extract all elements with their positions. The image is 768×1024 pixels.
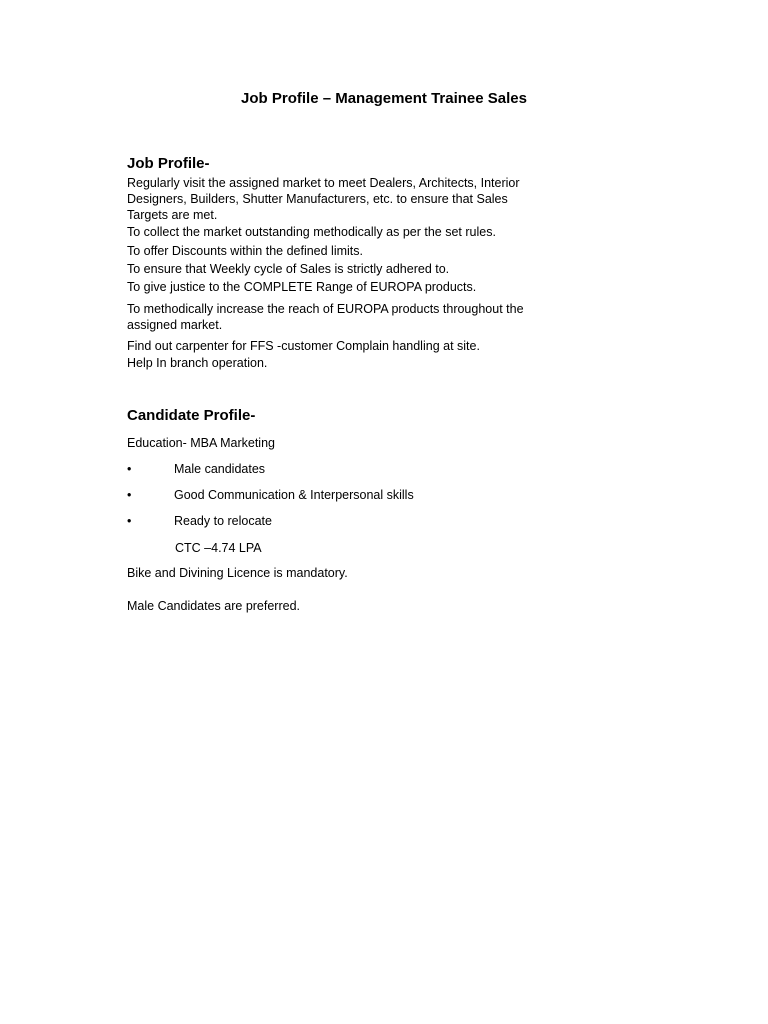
job-profile-line: Help In branch operation. [127, 356, 268, 370]
job-profile-line: Regularly visit the assigned market to meet Dealers, Architects, Interior [127, 176, 520, 190]
job-profile-line: To collect the market outstanding methodically as per the set rules. [127, 225, 496, 239]
list-item-text: Male candidates [174, 462, 266, 476]
bullet-icon: • [127, 488, 132, 502]
list-item-text: Ready to relocate [174, 514, 272, 528]
preference-line: Male Candidates are preferred. [127, 599, 301, 613]
candidate-profile-heading: Candidate Profile- [127, 407, 256, 424]
job-profile-line: To methodically increase the reach of EUROPA products throughout the [127, 302, 524, 316]
job-profile-line: Targets are met. [127, 208, 218, 222]
bullet-icon: • [127, 514, 132, 528]
education-line: Education- MBA Marketing [127, 436, 275, 450]
document-title: Job Profile – Management Trainee Sales [241, 90, 527, 107]
licence-line: Bike and Divining Licence is mandatory. [127, 566, 348, 580]
list-item-text: Good Communication & Interpersonal skills [174, 488, 414, 502]
job-profile-line: To offer Discounts within the defined limits. [127, 244, 363, 258]
job-profile-line: To ensure that Weekly cycle of Sales is strictly adhered to. [127, 262, 450, 276]
job-profile-line: To give justice to the COMPLETE Range of EUROPA products. [127, 280, 477, 294]
ctc-line: CTC –4.74 LPA [175, 541, 262, 555]
job-profile-line: assigned market. [127, 318, 223, 332]
job-profile-line: Designers, Builders, Shutter Manufacturers, etc. to ensure that Sales [127, 192, 508, 206]
job-profile-line: Find out carpenter for FFS -customer Complain handling at site. [127, 339, 480, 353]
job-profile-heading: Job Profile- [127, 155, 210, 172]
bullet-icon: • [127, 462, 132, 476]
